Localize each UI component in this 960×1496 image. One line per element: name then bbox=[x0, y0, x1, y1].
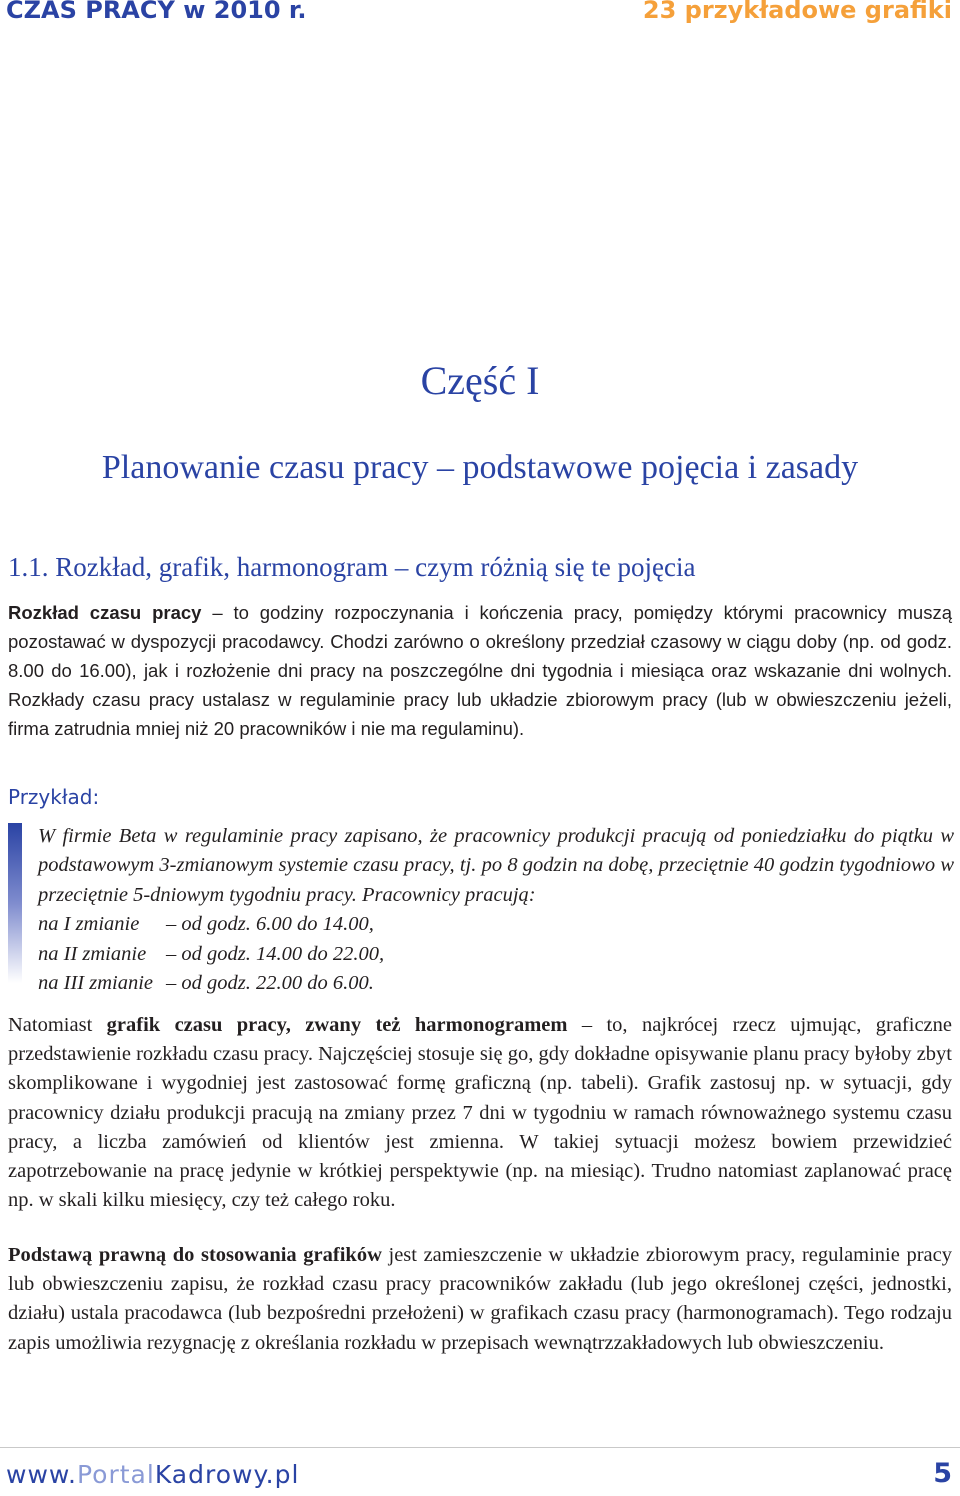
intro-term: Rozkład czasu pracy bbox=[8, 602, 202, 623]
part-title: Część I bbox=[420, 358, 540, 403]
shift-row bbox=[38, 910, 954, 939]
shift-hours: – od godz. 14.00 do 22.00, bbox=[166, 942, 385, 965]
section-heading: 1.1. Rozkład, grafik, harmonogram – czym różnią się te pojęcia bbox=[8, 552, 696, 582]
example-box bbox=[38, 822, 954, 998]
example-text: W firmie Beta w regulaminie pracy zapisano, że pracownicy produkcji pracują od poniedziałku do piątku w podstawowym 3-zmianowym systemie czasu pracy, tj. po 8 godzin na dobę, przeciętnie 40 godzin tygodniowo w przeciętnie 5-dniowym tygodniu pracy. Pracownicy pracują: bbox=[38, 825, 954, 906]
intro-text: – to godziny rozpoczynania i kończenia pracy, pomiędzy którymi pracownicy muszą pozostawać w dyspozycji pracodawcy. Chodzi zarówno o określony przedział czasowy w ciągu doby (np. od godz. 8.00 do 16.00), jak i rozłożenie dni pracy na poszczególne dni tygodnia i miesiąca oraz wskazanie dni wolnych. Rozkłady czasu pracy ustalasz w regulaminie pracy lub układzie zbiorowym pracy (lub w obwieszczeniu jeżeli, firma zatrudnia mniej niż 20 pracowników i nie ma regulaminu). bbox=[8, 602, 952, 739]
intro-paragraph bbox=[8, 598, 952, 743]
shift-hours: – od godz. 6.00 do 14.00, bbox=[166, 913, 374, 936]
shift-row bbox=[38, 969, 954, 998]
shift-name: na I zmianie bbox=[38, 913, 140, 936]
footer-website-link[interactable]: www.PortalKadrowy.pl bbox=[6, 1460, 300, 1489]
shift-hours: – od godz. 22.00 do 6.00. bbox=[166, 972, 374, 995]
footer-divider bbox=[0, 1447, 960, 1448]
example-label: Przykład: bbox=[8, 785, 100, 809]
legal-basis-term: Podstawą prawną do stosowania grafików bbox=[8, 1244, 382, 1266]
example-accent-bar bbox=[8, 823, 22, 983]
header-title: CZAS PRACY w 2010 r. bbox=[6, 0, 307, 24]
page-number: 5 bbox=[933, 1458, 952, 1489]
grafik-text: – to, najkrócej rzecz ujmując, graficzne przedstawienie rozkładu czasu pracy. Najczęściej stosuje się go, gdy dokładne opisywanie planu pracy byłoby zbyt skomplikowane i wygodniej jest zastosować formę graficzną (np. tabeli). Grafik zastosuj np. w sytuacji, gdy pracownicy działu produkcji pracują na zmiany przez 7 dni w tygodniu w ramach równoważnego systemu czasu pracy, a liczba zamówień od klientów jest zmienna. W takiej sytuacji możesz bowiem przewidzieć zapotrzebowanie na pracę jedynie w krótkiej perspektywie (np. na miesiąc). Trudno natomiast zaplanować pracę np. w skali kilku miesięcy, czy też całego roku. bbox=[8, 1014, 952, 1212]
part-subtitle: Planowanie czasu pracy – podstawowe pojęcia i zasady bbox=[101, 449, 859, 486]
legal-basis-paragraph bbox=[8, 1241, 952, 1358]
shift-name: na II zmianie bbox=[38, 942, 147, 965]
grafik-paragraph bbox=[8, 1011, 952, 1215]
grafik-lead: Natomiast bbox=[8, 1014, 107, 1036]
shift-row bbox=[38, 940, 954, 969]
header-subtitle: 23 przykładowe grafiki bbox=[642, 0, 952, 24]
shift-name: na III zmianie bbox=[38, 972, 154, 995]
legal-basis-text: jest zamieszczenie w układzie zbiorowym pracy, regulaminie pracy lub obwieszczeniu zapisu, że rozkład czasu pracy pracowników zakładu (lub jego określonej części, jednostki, działu) ustala pracodawca (lub bezpośredni przełożeni) w grafikach czasu pracy (harmonogramach). Tego rodzaju zapis umożliwia rezygnację z określania rozkładu w przepisach wewnątrzzakładowych lub obwieszczeniu. bbox=[8, 1244, 952, 1354]
grafik-term: grafik czasu pracy, zwany też harmonogramem bbox=[106, 1014, 568, 1036]
